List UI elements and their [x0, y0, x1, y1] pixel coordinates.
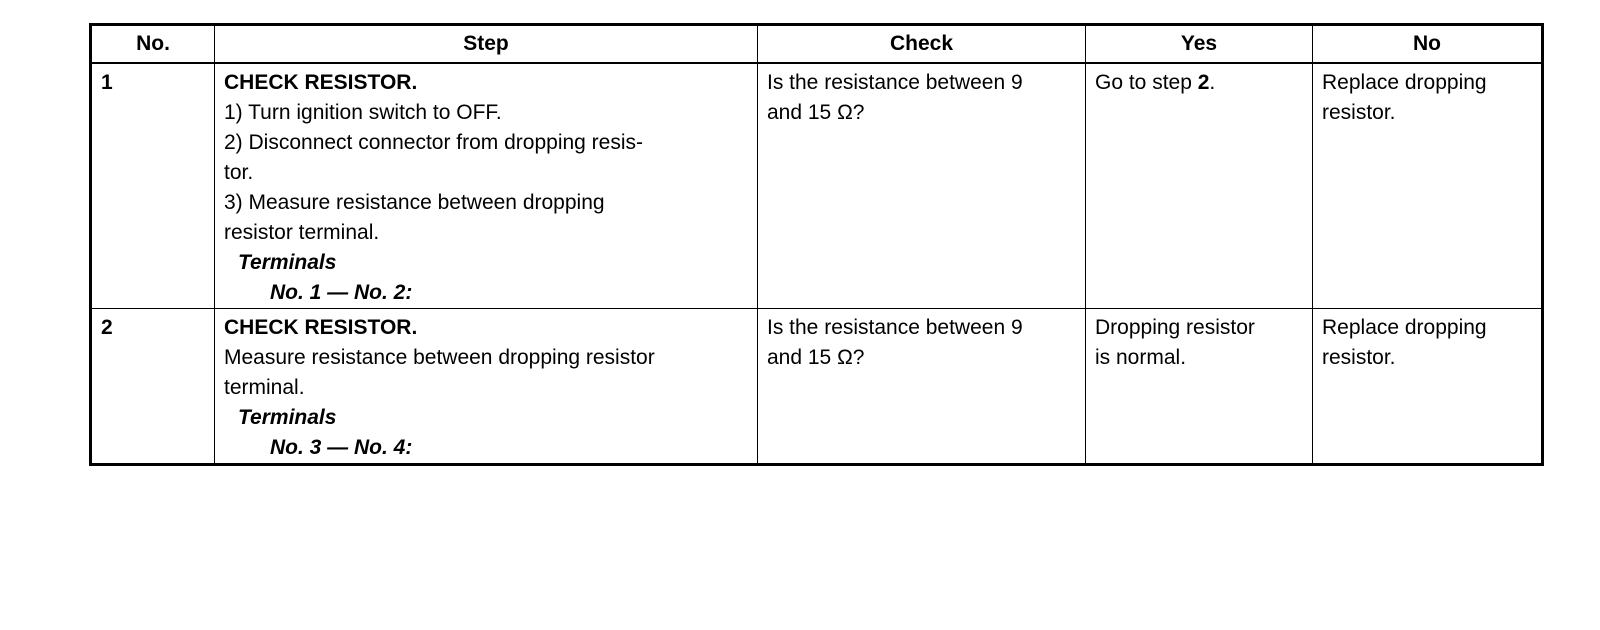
header-row — [91, 25, 1543, 64]
step-line: 3) Measure resistance between dropping — [224, 191, 605, 214]
diagnostic-table — [89, 23, 1544, 466]
no-line: resistor. — [1322, 101, 1396, 124]
header-no: No. — [91, 25, 215, 64]
step-line: terminal. — [224, 376, 305, 399]
yes-text: Go to step — [1095, 71, 1198, 94]
check-line: Is the resistance between 9 — [767, 316, 1023, 339]
yes-line: is normal. — [1095, 346, 1187, 369]
check-cell — [758, 63, 1086, 309]
yes-cell — [1086, 63, 1313, 309]
no-line: Replace dropping — [1322, 316, 1487, 339]
check-line: and 15 Ω? — [767, 101, 865, 124]
no-cell — [1313, 63, 1543, 309]
table-row — [91, 63, 1543, 309]
yes-step-ref: 2 — [1197, 71, 1210, 94]
step-number: 2 — [91, 309, 215, 465]
step-cell — [215, 63, 758, 309]
terminals-label: Terminals — [238, 406, 337, 429]
check-line: and 15 Ω? — [767, 346, 865, 369]
step-line: 1) Turn ignition switch to OFF. — [224, 101, 502, 124]
step-title: CHECK RESISTOR. — [224, 71, 418, 94]
yes-line: Dropping resistor — [1095, 316, 1255, 339]
step-line: Measure resistance between dropping resistor — [224, 346, 655, 369]
header-yes: Yes — [1086, 25, 1313, 64]
step-title: CHECK RESISTOR. — [224, 316, 418, 339]
terminals-value: No. 1 — No. 2: — [270, 281, 413, 304]
header-step: Step — [215, 25, 758, 64]
yes-end: . — [1209, 71, 1216, 94]
check-line: Is the resistance between 9 — [767, 71, 1023, 94]
no-line: Replace dropping — [1322, 71, 1487, 94]
header-no-answer: No — [1313, 25, 1543, 64]
check-cell — [758, 309, 1086, 465]
terminals-value: No. 3 — No. 4: — [270, 436, 413, 459]
yes-cell — [1086, 309, 1313, 465]
step-line: resistor terminal. — [224, 221, 380, 244]
step-line: 2) Disconnect connector from dropping resis- — [224, 131, 644, 154]
no-line: resistor. — [1322, 346, 1396, 369]
yes-line — [1095, 68, 1304, 98]
header-check: Check — [758, 25, 1086, 64]
step-cell — [215, 309, 758, 465]
step-number: 1 — [91, 63, 215, 309]
terminals-label: Terminals — [238, 251, 337, 274]
step-line: tor. — [224, 161, 254, 184]
no-cell — [1313, 309, 1543, 465]
table-row — [91, 309, 1543, 465]
